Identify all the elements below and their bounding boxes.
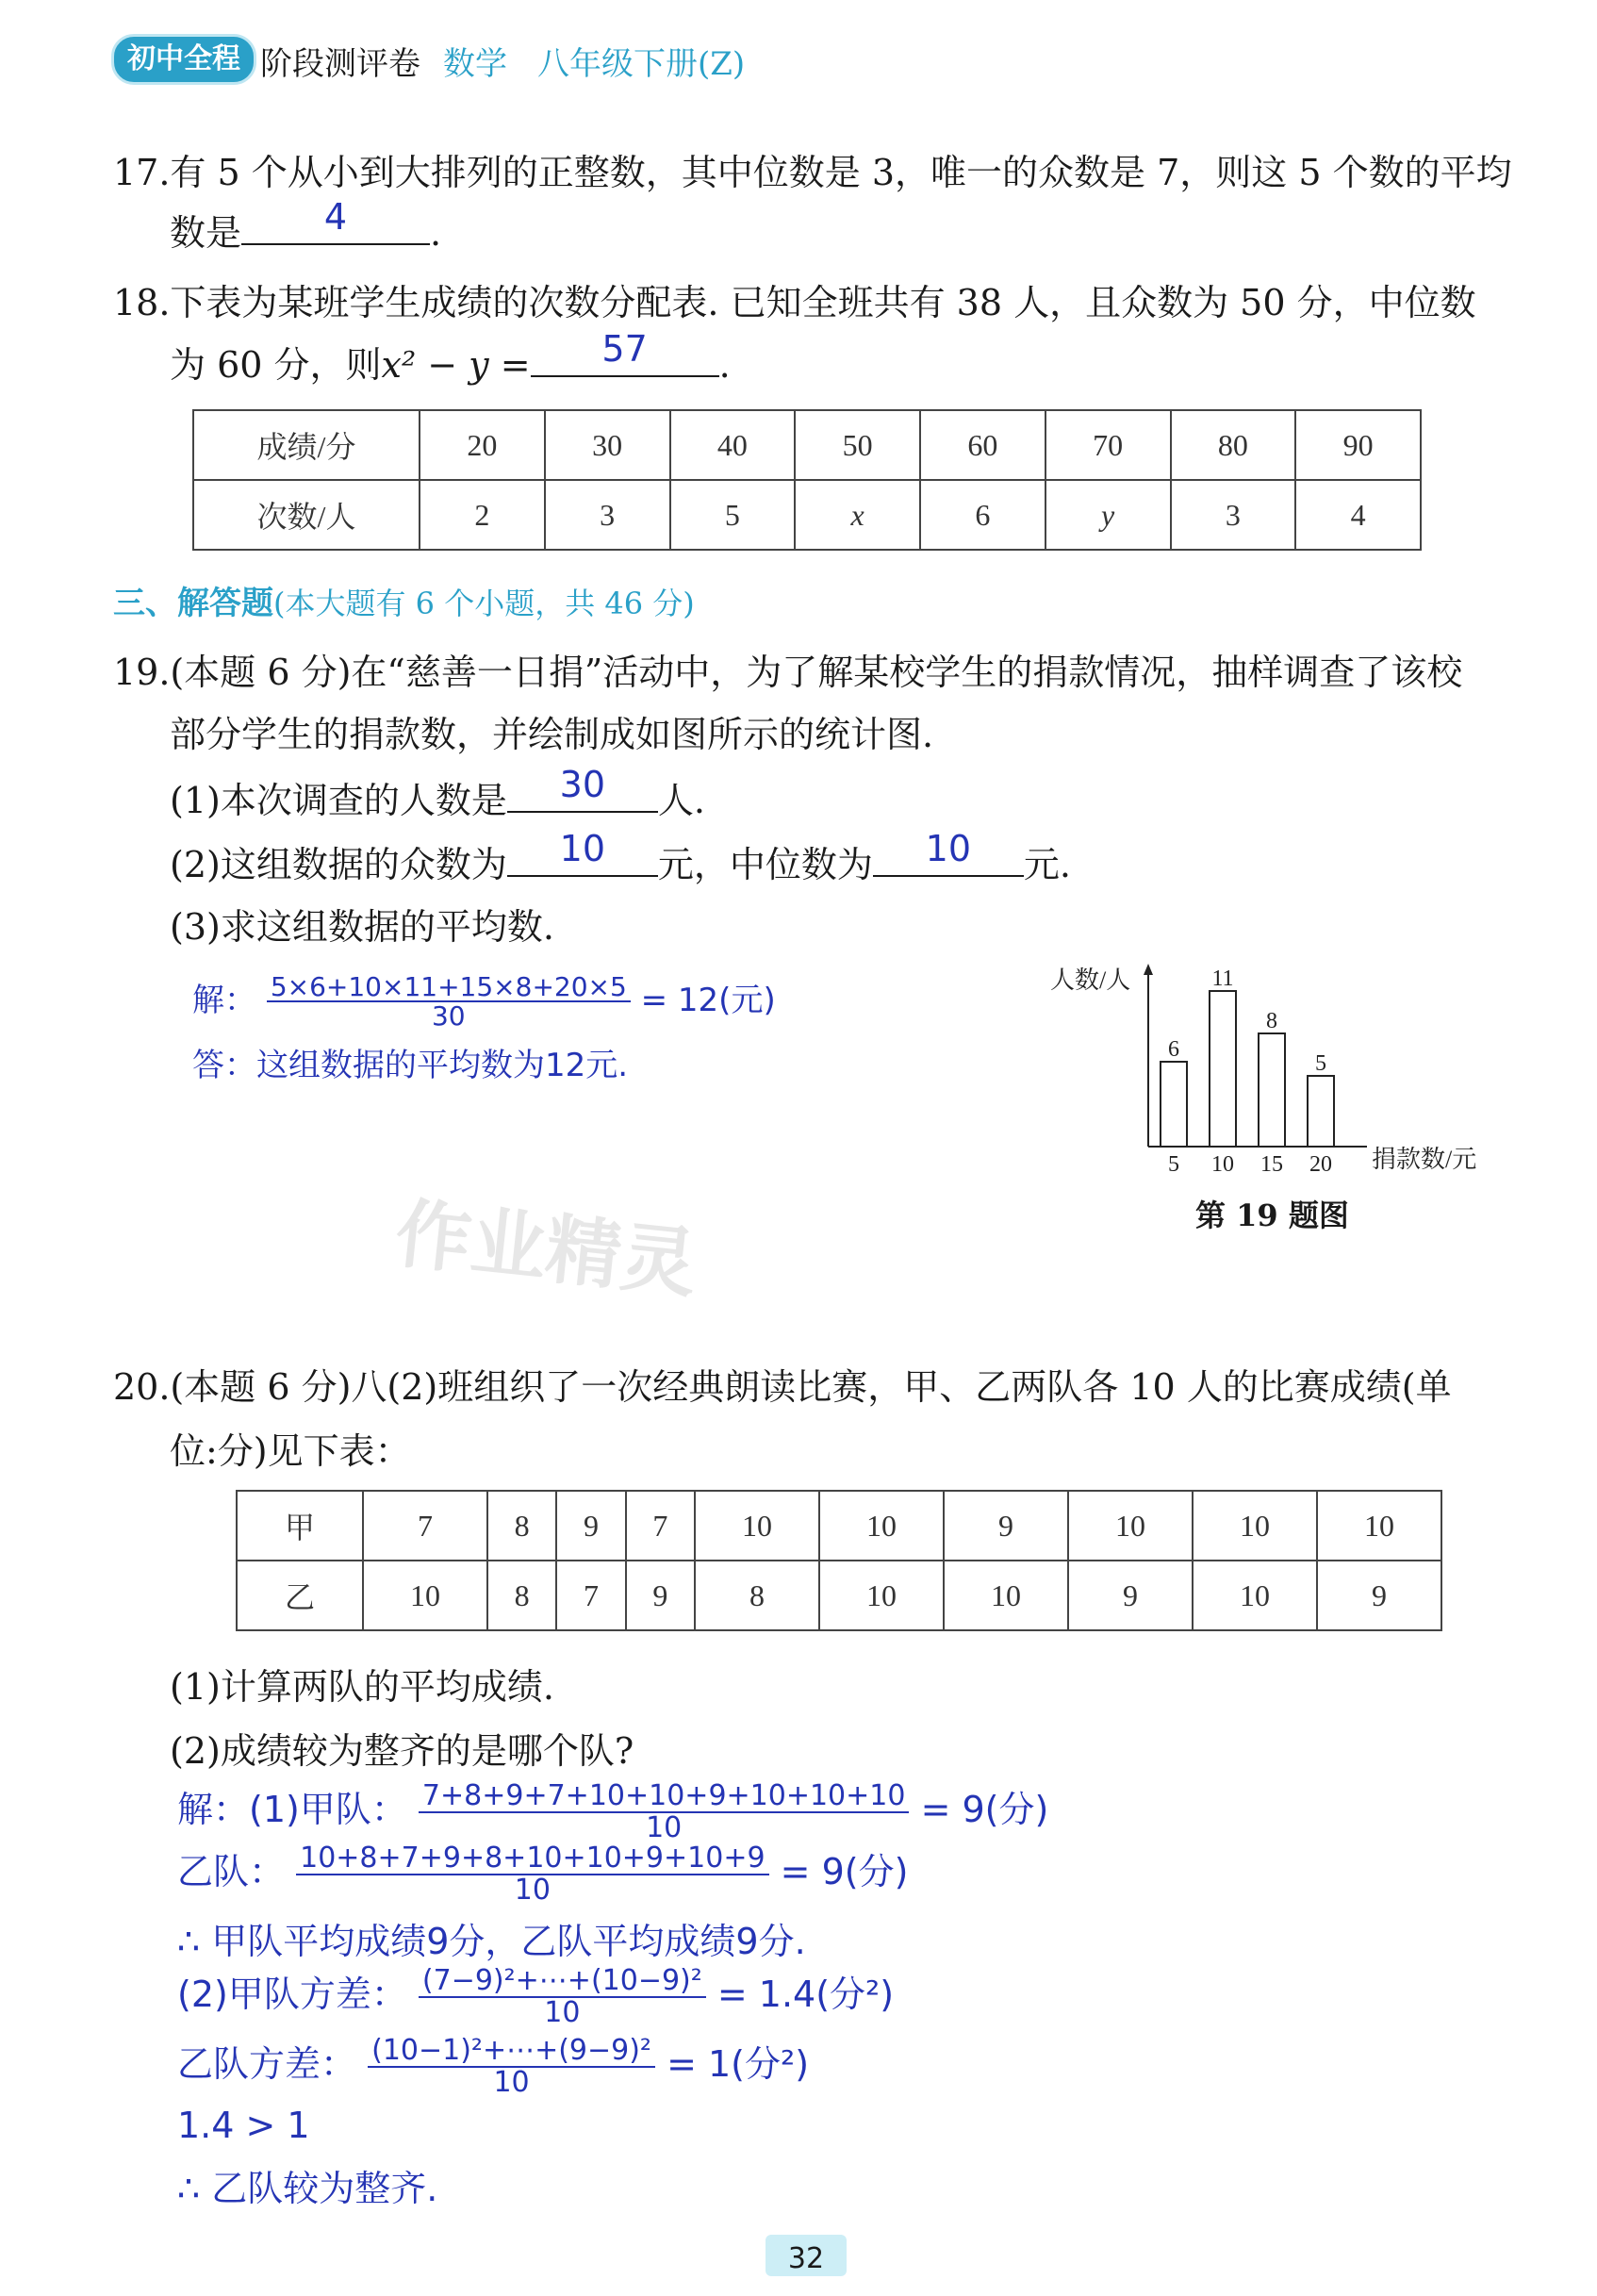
bar-value-label: 5	[1315, 1051, 1326, 1076]
q20-sol-6: 1.4 > 1	[177, 2105, 310, 2146]
q19-p2-blank2	[873, 828, 1024, 877]
q19-line2: 部分学生的捐款数，并绘制成如图所示的统计图.	[170, 714, 934, 755]
q20-part2: (2)成绩较为整齐的是哪个队?	[170, 1730, 634, 1772]
x-axis-label: 捐款数/元	[1372, 1146, 1477, 1173]
logo-text: 初中全程	[127, 42, 240, 75]
section3-heading	[113, 577, 695, 623]
table-cell: 20	[420, 410, 545, 480]
q18-table	[192, 409, 1422, 551]
q19-p1-suffix: 人.	[657, 780, 705, 821]
q19-p1-blank	[507, 764, 658, 813]
q17-answer: 4	[323, 196, 348, 238]
q20-s1-label: 解：(1)甲队：	[177, 1789, 407, 1830]
q19-answer-line: 答：这组数据的平均数为12元.	[192, 1047, 629, 1084]
q17-answer-blank	[241, 196, 430, 245]
q20-table	[236, 1490, 1442, 1631]
table-cell: 4	[1295, 480, 1421, 550]
q17-suffix: .	[430, 212, 442, 254]
q20-sol-4	[177, 1965, 894, 2027]
q20-s1-result: = 9(分)	[920, 1789, 1049, 1830]
q20-s4-result: = 1.4(分²)	[716, 1974, 895, 2015]
table-cell: 10	[944, 1561, 1068, 1630]
bar-15	[1259, 1033, 1285, 1147]
section3-title: 三、解答题	[113, 585, 273, 622]
table-header-cell: 乙	[237, 1561, 363, 1630]
header-title: 阶段测评卷	[260, 45, 420, 83]
q18-answer-blank	[531, 328, 719, 377]
q19-sol-result: = 12(元)	[640, 981, 776, 1019]
q18-suffix: .	[718, 344, 731, 386]
table-cell: 60	[920, 410, 1045, 480]
q20-s5-fraction	[368, 2036, 655, 2097]
fraction-numerator: 5×6+10×11+15×8+20×5	[267, 973, 631, 1002]
q18-answer: 57	[601, 328, 648, 370]
bar-5	[1161, 1062, 1187, 1147]
q18-prefix: 为 60 分，则	[170, 344, 382, 386]
table-cell: 30	[545, 410, 670, 480]
section3-note: (本大题有 6 个小题，共 46 分)	[273, 586, 695, 621]
fraction-denominator: 10	[493, 2065, 530, 2099]
table-cell: 3	[1171, 480, 1296, 550]
q19-part2	[170, 828, 1071, 887]
q20-line2: 位:分)见下表：	[170, 1430, 411, 1472]
table-cell: 9	[944, 1491, 1068, 1561]
table-cell: 10	[695, 1491, 819, 1561]
q19-p2-answer1: 10	[559, 828, 605, 869]
q19-line1: 19.(本题 6 分)在“慈善一日捐”活动中，为了解某校学生的捐款情况，抽样调查了该校	[113, 652, 1463, 693]
q19-p2-answer2: 10	[925, 828, 972, 869]
bar-value-label: 11	[1211, 966, 1234, 991]
table-cell: x	[795, 480, 920, 550]
table-cell: 9	[1068, 1561, 1193, 1630]
q20-sol-3: ∴ 甲队平均成绩9分，乙队平均成绩9分.	[177, 1921, 806, 1962]
table-cell: 90	[1295, 410, 1421, 480]
q20-part1: (1)计算两队的平均成绩.	[170, 1666, 554, 1708]
q19-p1-answer: 30	[559, 764, 605, 805]
q19-p1-prefix: (1)本次调查的人数是	[170, 780, 507, 821]
fraction-denominator: 10	[544, 1995, 581, 2029]
table-cell: 7	[363, 1491, 487, 1561]
q20-s4-label: (2)甲队方差：	[177, 1974, 407, 2015]
table-cell: 9	[556, 1491, 625, 1561]
q20-s5-result: = 1(分²)	[667, 2043, 810, 2085]
table-cell: 5	[670, 480, 796, 550]
table-cell: 6	[920, 480, 1045, 550]
table-cell: 3	[545, 480, 670, 550]
table-cell: 70	[1045, 410, 1171, 480]
table-cell: 7	[626, 1491, 695, 1561]
q20-line1: 20.(本题 6 分)八(2)班组织了一次经典朗读比赛，甲、乙两队各 10 人的比赛成绩(单	[113, 1366, 1452, 1408]
header-grade: 八年级下册(Z)	[537, 45, 746, 83]
q20-sol-1	[177, 1780, 1048, 1842]
q17-prefix: 数是	[170, 212, 242, 254]
x-tick-label: 10	[1211, 1152, 1234, 1177]
fraction-denominator: 10	[514, 1873, 551, 1907]
table-cell: 10	[363, 1561, 487, 1630]
q18-expr: x² − y =	[381, 344, 531, 386]
q20-s2-fraction	[296, 1843, 768, 1905]
table-cell: 10	[819, 1491, 944, 1561]
table-header-cell: 甲	[237, 1491, 363, 1561]
table-cell: 8	[487, 1491, 556, 1561]
q19-p2-mid: 元，中位数为	[657, 844, 873, 885]
table-cell: 50	[795, 410, 920, 480]
table-cell: 2	[420, 480, 545, 550]
q18-line2	[170, 328, 731, 388]
bar-value-label: 6	[1168, 1037, 1179, 1062]
x-tick-label: 5	[1168, 1152, 1179, 1177]
q19-p2-prefix: (2)这组数据的众数为	[170, 844, 507, 885]
q20-sol-7: ∴ 乙队较为整齐.	[177, 2168, 438, 2209]
header	[111, 30, 960, 87]
bar-value-label: 8	[1266, 1009, 1277, 1033]
bar-10	[1210, 991, 1236, 1147]
table-header-cell: 次数/人	[193, 480, 420, 550]
q20-s1-fraction	[419, 1781, 910, 1842]
table-cell: 40	[670, 410, 796, 480]
table-header-cell: 成绩/分	[193, 410, 420, 480]
bar-20	[1308, 1076, 1334, 1147]
q20-s4-fraction	[419, 1966, 706, 2027]
table-cell: 10	[1317, 1491, 1441, 1561]
page-number: 32	[787, 2242, 825, 2275]
q17-line2	[170, 196, 442, 256]
fraction-numerator: 7+8+9+7+10+10+9+10+10+10	[419, 1781, 910, 1813]
fraction-numerator: 10+8+7+9+8+10+10+9+10+9	[296, 1843, 768, 1875]
table-cell: 80	[1171, 410, 1296, 480]
x-tick-label: 20	[1309, 1152, 1332, 1177]
x-tick-label: 15	[1260, 1152, 1283, 1177]
y-axis-arrow	[1144, 964, 1153, 975]
y-axis-label: 人数/人	[1050, 966, 1131, 994]
q20-s2-result: = 9(分)	[780, 1851, 909, 1892]
q19-part3: (3)求这组数据的平均数.	[170, 906, 554, 948]
q18-line1: 18.下表为某班学生成绩的次数分配表. 已知全班共有 38 人，且众数为 50 分，中位数	[113, 282, 1476, 323]
q19-sol-label: 解：	[192, 981, 256, 1019]
q19-p2-suffix: 元.	[1023, 844, 1071, 885]
q19-figure-caption: 第 19 题图	[1195, 1198, 1349, 1233]
q19-p2-blank1	[507, 828, 658, 877]
q19-solution	[192, 973, 776, 1031]
q19-part1	[170, 764, 705, 823]
header-subject: 数学	[443, 45, 507, 83]
q20-sol-2	[177, 1842, 908, 1905]
table-cell: 9	[1317, 1561, 1441, 1630]
table-cell: 7	[556, 1561, 625, 1630]
table-cell: 10	[1193, 1561, 1317, 1630]
table-cell: 9	[626, 1561, 695, 1630]
page-number-badge	[766, 2235, 847, 2276]
series-logo	[111, 34, 256, 85]
donation-bar-chart	[1046, 958, 1499, 1184]
fraction-numerator: (10−1)²+⋯+(9−9)²	[368, 2036, 655, 2068]
watermark: 作业精灵	[391, 1189, 701, 1309]
q20-s2-label: 乙队：	[177, 1851, 286, 1892]
table-cell: y	[1045, 480, 1171, 550]
table-cell: 10	[1193, 1491, 1317, 1561]
table-cell: 8	[695, 1561, 819, 1630]
fraction-denominator: 10	[646, 1810, 683, 1844]
q20-sol-5	[177, 2035, 809, 2097]
q19-fraction	[267, 973, 631, 1031]
table-cell: 10	[819, 1561, 944, 1630]
fraction-denominator: 30	[431, 1000, 466, 1032]
q20-s5-label: 乙队方差：	[177, 2043, 357, 2085]
table-cell: 10	[1068, 1491, 1193, 1561]
table-cell: 8	[487, 1561, 556, 1630]
q17-line1: 17.有 5 个从小到大排列的正整数，其中位数是 3，唯一的众数是 7，则这 5 个数的平均	[113, 152, 1512, 193]
fraction-numerator: (7−9)²+⋯+(10−9)²	[419, 1966, 706, 1998]
